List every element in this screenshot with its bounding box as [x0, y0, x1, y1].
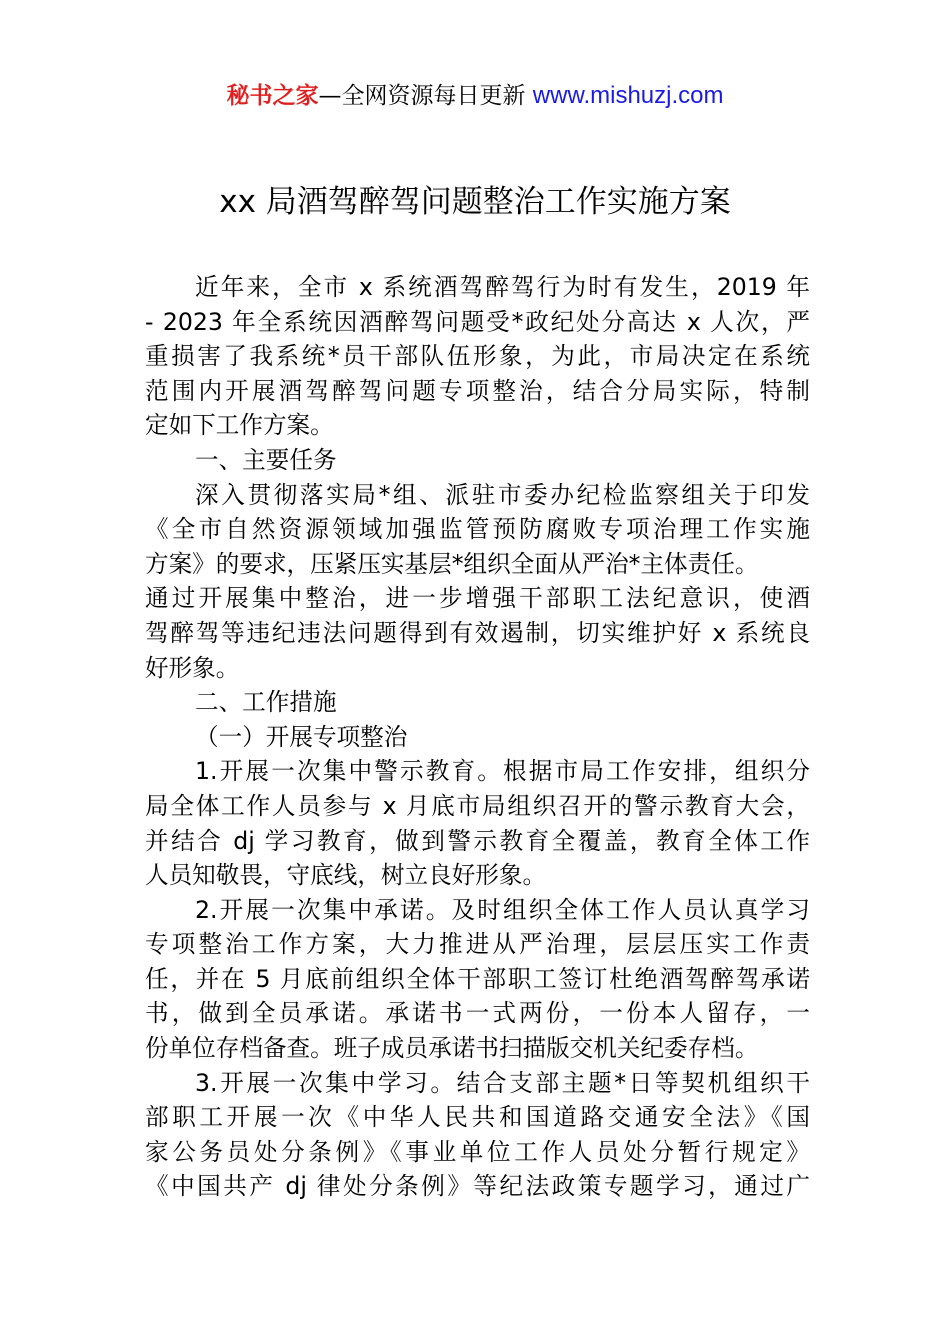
paragraph-line: 重损害了我系统*员干部队伍形象，为此，市局决定在系统 [145, 342, 810, 371]
paragraph-line: 任，并在 5 月底前组织全体干部职工签订杜绝酒驾醉驾承诺 [145, 964, 810, 993]
section-heading: 二、工作措施 [195, 688, 337, 717]
document-title: xx 局酒驾醉驾问题整治工作实施方案 [219, 184, 731, 220]
paragraph-line: 专项整治工作方案，大力推进从严治理，层层压实工作责 [145, 930, 810, 959]
paragraph-line: 1.开展一次集中警示教育。根据市局工作安排，组织分 [195, 757, 810, 786]
paragraph-line: - 2023 年全系统因酒醉驾问题受*政纪处分高达 x 人次，严 [145, 307, 810, 336]
paragraph-line: 2.开展一次集中承诺。及时组织全体工作人员认真学习 [195, 895, 810, 924]
paragraph-line: 人员知敬畏，守底线，树立良好形象。 [145, 861, 547, 890]
paragraph-line: 定如下工作方案。 [145, 411, 334, 440]
document-body [145, 270, 810, 1204]
subsection-heading: （一）开展专项整治 [195, 722, 408, 751]
paragraph-line: 《全市自然资源领域加强监管预防腐败专项治理工作实施 [145, 515, 810, 544]
paragraph-line: 家公务员处分条例》《事业单位工作人员处分暂行规定》 [145, 1137, 810, 1166]
paragraph-line: 范围内开展酒驾醉驾问题专项整治，结合分局实际，特制 [145, 376, 810, 405]
paragraph-line: 部职工开展一次《中华人民共和国道路交通安全法》《国 [145, 1103, 810, 1132]
paragraph-line: 方案》的要求，压紧压实基层*组织全面从严治*主体责任。 [145, 549, 759, 578]
paragraph-line: 近年来，全市 x 系统酒驾醉驾行为时有发生，2019 年 [195, 273, 810, 301]
paragraph-line: 好形象。 [145, 653, 240, 682]
paragraph-line: 局全体工作人员参与 x 月底市局组织召开的警示教育大会， [145, 791, 810, 820]
paragraph-line: 3.开展一次集中学习。结合支部主题*日等契机组织干 [195, 1068, 810, 1097]
site-brand: 秘书之家 [226, 83, 319, 109]
site-url-link[interactable]: www.mishuzj.com [532, 82, 724, 109]
section-heading: 一、主要任务 [195, 445, 337, 474]
paragraph-line: 份单位存档备查。班子成员承诺书扫描版交机关纪委存档。 [145, 1034, 759, 1063]
site-header [0, 80, 950, 112]
paragraph-line: 驾醉驾等违纪违法问题得到有效遏制，切实维护好 x 系统良 [145, 618, 810, 647]
paragraph-line: 通过开展集中整治，进一步增强干部职工法纪意识，使酒 [145, 584, 810, 613]
paragraph-line: 《中国共产 dj 律处分条例》等纪法政策专题学习，通过广 [145, 1172, 810, 1201]
paragraph-line: 深入贯彻落实局*组、派驻市委办纪检监察组关于印发 [195, 480, 810, 509]
paragraph-line: 并结合 dj 学习教育，做到警示教育全覆盖，教育全体工作 [145, 826, 810, 855]
site-slogan: —全网资源每日更新 [318, 83, 533, 109]
paragraph-line: 书，做到全员承诺。承诺书一式两份，一份本人留存，一 [145, 999, 810, 1028]
